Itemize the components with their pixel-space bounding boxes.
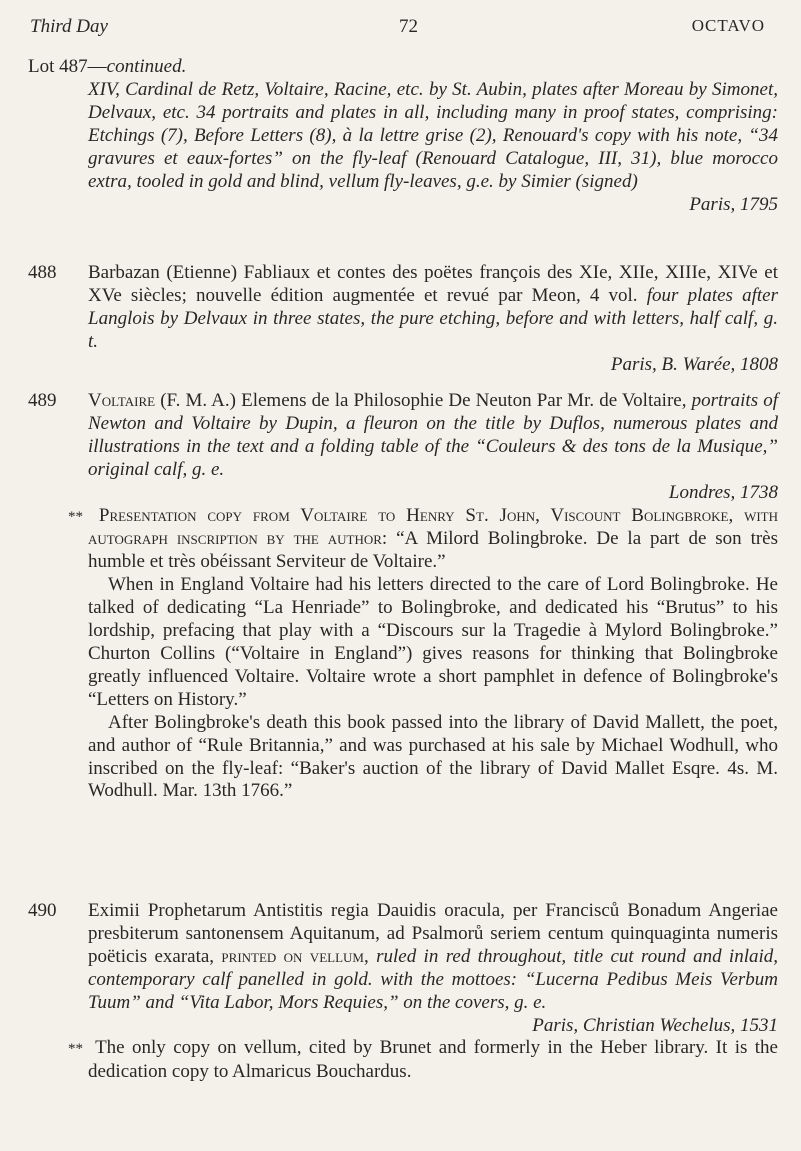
lot-489-paragraph: When in England Voltaire had his letters directed to the care of Lord Bolingbroke. He talked of dedicating “La Henriade” to Bolingbroke, and dedicated his “Brutus” to his lordship, prefacing that play with a “Discours sur la Tragedie à Mylord Bolingbroke.” Churton Collins (“Voltaire in England”) gives reasons for thinking that Bolingbroke greatly influenced Voltaire. Voltaire wrote a short pamphlet in defence of Bolingbroke's “Letters on History.”	[88, 574, 778, 710]
lot-487-description: XIV, Cardinal de Retz, Voltaire, Racine, etc. by St. Aubin, plates after Moreau by Simonet, Delvaux, etc. 34 portraits and plates in all, including many in proof states, comprising: Etchings (7), Before Letters (8), à la lettre grise (2), Renouard's copy with his note, “34 gravures et eaux-fortes” on the fly-leaf (Renouard Catalogue, III, 31), blue morocco extra, tooled in gold and blind, vellum fly-leaves, g.e. by Simier (signed)	[88, 79, 778, 192]
lot-number: 488	[28, 262, 57, 283]
running-head-day: Third Day	[30, 16, 108, 37]
lot-488-imprint: Paris, B. Warée, 1808	[610, 353, 778, 375]
running-head-section: OCTAVO	[691, 16, 765, 35]
lot-number: 490	[28, 900, 57, 921]
lot-489-author: Voltaire	[88, 390, 156, 411]
lot-490-description: Eximii Prophetarum Antistitis regia Dauidis oracula, per Francisců Bonadum Angeriae presbiterum santonensem Aquitanum, ad Psalmorů seriem centum quinquaginta numeris poëticis exarata, printed on vellum, ruled in red throughout, title cut round and inlaid, contemporary calf panelled in gold. with the mottoes: “Lucerna Pedibus Meis Verbum Tuum” and “Vita Labor, Mors Requies,” on the covers, g. e.	[88, 900, 779, 1013]
lot-number: 489	[28, 390, 57, 411]
lot-490-note: ** The only copy on vellum, cited by Brunet and formerly in the Heber library. It is the dedication copy to Almaricus Bouchardus.	[68, 1037, 778, 1083]
lot-489-description: Voltaire (F. M. A.) Elemens de la Philosophie De Neuton Par Mr. de Voltaire, portraits of Newton and Voltaire by Dupin, a fleuron on the title by Duflos, numerous plates and illustrations in the text and a folding table of the “Couleurs & des tons de la Musique,” original calf, g. e.	[88, 390, 778, 480]
running-head	[30, 16, 765, 42]
lot-continued-label: Lot 487—	[28, 56, 107, 77]
page-number: 72	[399, 16, 418, 37]
lot-488-description: Barbazan (Etienne) Fabliaux et contes des poëtes françois des XIe, XIIe, XIIIe, XIVe et XVe siècles; nouvelle édition augmentée et revué par Meon, 4 vol. four plates after Langlois by Delvaux in three states, the pure etching, before and with letters, half calf, g. t.	[88, 262, 778, 352]
lot-490-imprint: Paris, Christian Wechelus, 1531	[532, 1014, 778, 1036]
lot-489-imprint: Londres, 1738	[668, 481, 778, 503]
lot-continued-italic: continued.	[106, 56, 187, 77]
lot-489-note: ** Presentation copy from Voltaire to Henry St. John, Viscount Bolingbroke, with autograph inscription by the author: “A Milord Bolingbroke. De la part de son très humble et très obéissant Serviteur de Voltaire.”	[68, 504, 779, 573]
asterisks-mark: **	[68, 508, 83, 525]
lot-489-paragraph: After Bolingbroke's death this book passed into the library of David Mallett, the poet, and author of “Rule Britannia,” and was purchased at his sale by Michael Wodhull, who inscribed on the fly-leaf: “Baker's auction of the library of David Mallet Esqre. 4s. M. Wodhull. Mar. 13th 1766.”	[88, 711, 778, 802]
lot-487-imprint: Paris, 1795	[689, 193, 778, 215]
asterisks-mark: **	[68, 1041, 83, 1058]
